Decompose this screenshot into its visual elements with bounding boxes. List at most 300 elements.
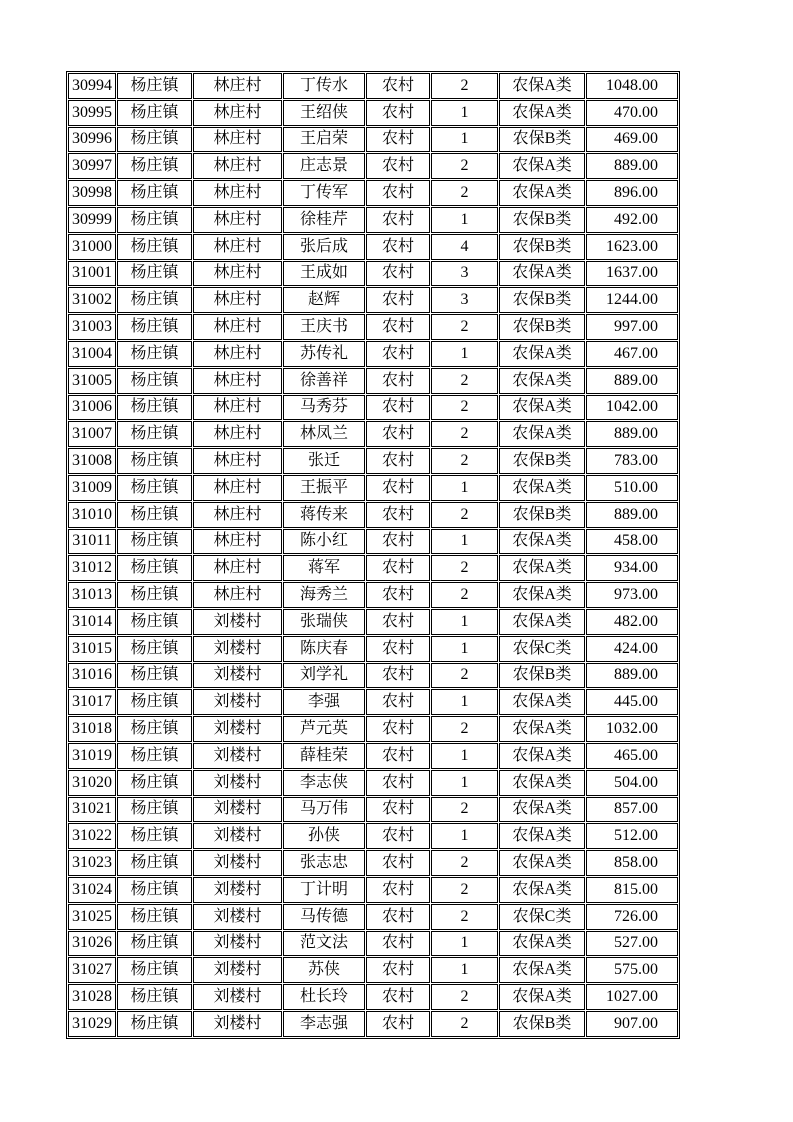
cell-residence-type: 农村 <box>366 127 430 153</box>
cell-town: 杨庄镇 <box>117 73 192 99</box>
cell-insurance-category: 农保A类 <box>499 716 585 742</box>
cell-village: 林庄村 <box>193 395 282 421</box>
cell-person-name: 马秀芬 <box>283 395 365 421</box>
table-row <box>68 153 678 179</box>
cell-insurance-category: 农保A类 <box>499 609 585 635</box>
cell-town: 杨庄镇 <box>117 234 192 260</box>
cell-residence-type: 农村 <box>366 287 430 313</box>
cell-residence-type: 农村 <box>366 904 430 930</box>
cell-residence-type: 农村 <box>366 582 430 608</box>
cell-insurance-category: 农保A类 <box>499 475 585 501</box>
cell-amount: 726.00 <box>586 904 678 930</box>
cell-insurance-category: 农保C类 <box>499 904 585 930</box>
cell-residence-type: 农村 <box>366 957 430 983</box>
insurance-roster-table <box>66 71 680 1039</box>
cell-insurance-category: 农保A类 <box>499 153 585 179</box>
cell-village: 刘楼村 <box>193 823 282 849</box>
cell-person-count: 4 <box>431 234 498 260</box>
cell-person-name: 林凤兰 <box>283 421 365 447</box>
cell-residence-type: 农村 <box>366 823 430 849</box>
cell-village: 刘楼村 <box>193 636 282 662</box>
cell-insurance-category: 农保B类 <box>499 448 585 474</box>
cell-town: 杨庄镇 <box>117 636 192 662</box>
cell-town: 杨庄镇 <box>117 609 192 635</box>
cell-village: 林庄村 <box>193 127 282 153</box>
cell-person-count: 1 <box>431 127 498 153</box>
cell-person-name: 王成如 <box>283 261 365 287</box>
cell-serial-number: 31012 <box>68 555 116 581</box>
cell-insurance-category: 农保A类 <box>499 850 585 876</box>
cell-town: 杨庄镇 <box>117 904 192 930</box>
cell-insurance-category: 农保A类 <box>499 877 585 903</box>
cell-serial-number: 31008 <box>68 448 116 474</box>
cell-town: 杨庄镇 <box>117 529 192 555</box>
cell-village: 刘楼村 <box>193 984 282 1010</box>
cell-person-name: 丁传水 <box>283 73 365 99</box>
cell-insurance-category: 农保A类 <box>499 73 585 99</box>
cell-person-name: 李志侠 <box>283 770 365 796</box>
cell-town: 杨庄镇 <box>117 100 192 126</box>
cell-amount: 857.00 <box>586 797 678 823</box>
cell-residence-type: 农村 <box>366 529 430 555</box>
cell-village: 刘楼村 <box>193 743 282 769</box>
cell-residence-type: 农村 <box>366 180 430 206</box>
table-row <box>68 582 678 608</box>
cell-village: 林庄村 <box>193 502 282 528</box>
cell-residence-type: 农村 <box>366 743 430 769</box>
cell-serial-number: 31026 <box>68 931 116 957</box>
cell-village: 林庄村 <box>193 529 282 555</box>
cell-amount: 1244.00 <box>586 287 678 313</box>
cell-residence-type: 农村 <box>366 689 430 715</box>
cell-serial-number: 31022 <box>68 823 116 849</box>
cell-serial-number: 31010 <box>68 502 116 528</box>
cell-insurance-category: 农保A类 <box>499 797 585 823</box>
cell-person-count: 1 <box>431 475 498 501</box>
cell-amount: 492.00 <box>586 207 678 233</box>
cell-village: 刘楼村 <box>193 957 282 983</box>
cell-person-name: 丁传军 <box>283 180 365 206</box>
cell-person-name: 王启荣 <box>283 127 365 153</box>
cell-person-count: 1 <box>431 529 498 555</box>
cell-residence-type: 农村 <box>366 770 430 796</box>
cell-person-count: 2 <box>431 448 498 474</box>
cell-insurance-category: 农保A类 <box>499 582 585 608</box>
cell-person-name: 杜长玲 <box>283 984 365 1010</box>
cell-person-count: 1 <box>431 957 498 983</box>
cell-person-count: 1 <box>431 743 498 769</box>
cell-person-name: 庄志景 <box>283 153 365 179</box>
table-row <box>68 448 678 474</box>
cell-residence-type: 农村 <box>366 421 430 447</box>
cell-town: 杨庄镇 <box>117 314 192 340</box>
cell-residence-type: 农村 <box>366 609 430 635</box>
cell-amount: 458.00 <box>586 529 678 555</box>
cell-village: 刘楼村 <box>193 797 282 823</box>
cell-residence-type: 农村 <box>366 931 430 957</box>
cell-serial-number: 31014 <box>68 609 116 635</box>
cell-person-name: 马万伟 <box>283 797 365 823</box>
cell-amount: 889.00 <box>586 663 678 689</box>
cell-serial-number: 31013 <box>68 582 116 608</box>
table-row <box>68 931 678 957</box>
cell-village: 刘楼村 <box>193 931 282 957</box>
table-row <box>68 663 678 689</box>
cell-amount: 1027.00 <box>586 984 678 1010</box>
cell-serial-number: 31016 <box>68 663 116 689</box>
cell-person-count: 2 <box>431 395 498 421</box>
table-row <box>68 207 678 233</box>
cell-insurance-category: 农保A类 <box>499 421 585 447</box>
cell-town: 杨庄镇 <box>117 502 192 528</box>
cell-insurance-category: 农保B类 <box>499 287 585 313</box>
cell-town: 杨庄镇 <box>117 957 192 983</box>
table-row <box>68 368 678 394</box>
table-row <box>68 502 678 528</box>
cell-insurance-category: 农保A类 <box>499 743 585 769</box>
cell-person-name: 赵辉 <box>283 287 365 313</box>
cell-residence-type: 农村 <box>366 636 430 662</box>
cell-serial-number: 31018 <box>68 716 116 742</box>
table-row <box>68 716 678 742</box>
cell-town: 杨庄镇 <box>117 823 192 849</box>
cell-person-count: 1 <box>431 207 498 233</box>
cell-insurance-category: 农保A类 <box>499 529 585 555</box>
cell-town: 杨庄镇 <box>117 689 192 715</box>
cell-residence-type: 农村 <box>366 100 430 126</box>
cell-person-count: 2 <box>431 73 498 99</box>
cell-person-name: 苏侠 <box>283 957 365 983</box>
cell-person-name: 张迁 <box>283 448 365 474</box>
table-row <box>68 850 678 876</box>
cell-residence-type: 农村 <box>366 368 430 394</box>
cell-insurance-category: 农保A类 <box>499 689 585 715</box>
cell-insurance-category: 农保A类 <box>499 261 585 287</box>
table-row <box>68 73 678 99</box>
cell-town: 杨庄镇 <box>117 475 192 501</box>
cell-person-name: 张瑞侠 <box>283 609 365 635</box>
cell-person-name: 陈小红 <box>283 529 365 555</box>
cell-town: 杨庄镇 <box>117 180 192 206</box>
cell-residence-type: 农村 <box>366 850 430 876</box>
cell-person-name: 刘学礼 <box>283 663 365 689</box>
cell-town: 杨庄镇 <box>117 341 192 367</box>
cell-insurance-category: 农保B类 <box>499 207 585 233</box>
cell-amount: 510.00 <box>586 475 678 501</box>
cell-village: 刘楼村 <box>193 1011 282 1037</box>
cell-town: 杨庄镇 <box>117 153 192 179</box>
cell-town: 杨庄镇 <box>117 207 192 233</box>
table-row <box>68 475 678 501</box>
cell-village: 林庄村 <box>193 100 282 126</box>
cell-serial-number: 31001 <box>68 261 116 287</box>
cell-serial-number: 31003 <box>68 314 116 340</box>
cell-person-count: 2 <box>431 1011 498 1037</box>
table-row <box>68 797 678 823</box>
cell-person-count: 2 <box>431 555 498 581</box>
cell-amount: 482.00 <box>586 609 678 635</box>
cell-town: 杨庄镇 <box>117 368 192 394</box>
cell-amount: 934.00 <box>586 555 678 581</box>
cell-person-name: 徐善祥 <box>283 368 365 394</box>
cell-person-name: 孙侠 <box>283 823 365 849</box>
cell-town: 杨庄镇 <box>117 984 192 1010</box>
cell-amount: 889.00 <box>586 368 678 394</box>
cell-person-count: 2 <box>431 904 498 930</box>
cell-person-name: 芦元英 <box>283 716 365 742</box>
cell-serial-number: 30997 <box>68 153 116 179</box>
cell-serial-number: 31000 <box>68 234 116 260</box>
cell-town: 杨庄镇 <box>117 770 192 796</box>
cell-person-name: 张志忠 <box>283 850 365 876</box>
cell-person-name: 徐桂芹 <box>283 207 365 233</box>
cell-town: 杨庄镇 <box>117 287 192 313</box>
cell-village: 刘楼村 <box>193 663 282 689</box>
cell-amount: 1623.00 <box>586 234 678 260</box>
cell-insurance-category: 农保A类 <box>499 931 585 957</box>
cell-residence-type: 农村 <box>366 797 430 823</box>
cell-person-count: 3 <box>431 261 498 287</box>
cell-village: 刘楼村 <box>193 770 282 796</box>
cell-insurance-category: 农保A类 <box>499 770 585 796</box>
cell-residence-type: 农村 <box>366 663 430 689</box>
cell-amount: 504.00 <box>586 770 678 796</box>
cell-village: 林庄村 <box>193 153 282 179</box>
cell-town: 杨庄镇 <box>117 395 192 421</box>
cell-person-name: 马传德 <box>283 904 365 930</box>
cell-person-name: 王振平 <box>283 475 365 501</box>
cell-person-count: 1 <box>431 689 498 715</box>
cell-person-name: 李志强 <box>283 1011 365 1037</box>
cell-serial-number: 30996 <box>68 127 116 153</box>
table-row <box>68 180 678 206</box>
cell-person-name: 海秀兰 <box>283 582 365 608</box>
cell-residence-type: 农村 <box>366 73 430 99</box>
cell-town: 杨庄镇 <box>117 421 192 447</box>
cell-amount: 1042.00 <box>586 395 678 421</box>
cell-town: 杨庄镇 <box>117 261 192 287</box>
cell-serial-number: 31029 <box>68 1011 116 1037</box>
cell-village: 林庄村 <box>193 341 282 367</box>
table-row <box>68 957 678 983</box>
cell-town: 杨庄镇 <box>117 555 192 581</box>
cell-town: 杨庄镇 <box>117 931 192 957</box>
cell-person-count: 2 <box>431 984 498 1010</box>
cell-amount: 889.00 <box>586 421 678 447</box>
cell-person-count: 2 <box>431 180 498 206</box>
cell-residence-type: 农村 <box>366 877 430 903</box>
cell-person-count: 2 <box>431 877 498 903</box>
table-body <box>68 73 678 1037</box>
cell-village: 林庄村 <box>193 234 282 260</box>
cell-serial-number: 31009 <box>68 475 116 501</box>
cell-amount: 783.00 <box>586 448 678 474</box>
cell-insurance-category: 农保A类 <box>499 984 585 1010</box>
cell-insurance-category: 农保A类 <box>499 100 585 126</box>
cell-insurance-category: 农保B类 <box>499 127 585 153</box>
cell-insurance-category: 农保A类 <box>499 180 585 206</box>
cell-village: 林庄村 <box>193 368 282 394</box>
cell-serial-number: 31019 <box>68 743 116 769</box>
cell-amount: 527.00 <box>586 931 678 957</box>
table-row <box>68 100 678 126</box>
cell-village: 刘楼村 <box>193 716 282 742</box>
cell-person-count: 1 <box>431 100 498 126</box>
cell-town: 杨庄镇 <box>117 127 192 153</box>
cell-insurance-category: 农保B类 <box>499 1011 585 1037</box>
table-row <box>68 636 678 662</box>
table-row <box>68 877 678 903</box>
cell-person-name: 蒋军 <box>283 555 365 581</box>
cell-serial-number: 31011 <box>68 529 116 555</box>
cell-person-count: 1 <box>431 341 498 367</box>
cell-person-name: 苏传礼 <box>283 341 365 367</box>
cell-serial-number: 30994 <box>68 73 116 99</box>
cell-person-count: 1 <box>431 931 498 957</box>
cell-insurance-category: 农保A类 <box>499 395 585 421</box>
cell-serial-number: 30998 <box>68 180 116 206</box>
cell-village: 刘楼村 <box>193 904 282 930</box>
cell-amount: 997.00 <box>586 314 678 340</box>
cell-town: 杨庄镇 <box>117 877 192 903</box>
cell-person-name: 张后成 <box>283 234 365 260</box>
cell-person-count: 2 <box>431 314 498 340</box>
cell-amount: 889.00 <box>586 502 678 528</box>
cell-village: 林庄村 <box>193 475 282 501</box>
cell-residence-type: 农村 <box>366 234 430 260</box>
cell-serial-number: 31004 <box>68 341 116 367</box>
cell-village: 刘楼村 <box>193 877 282 903</box>
cell-village: 林庄村 <box>193 207 282 233</box>
cell-amount: 1048.00 <box>586 73 678 99</box>
cell-amount: 815.00 <box>586 877 678 903</box>
cell-town: 杨庄镇 <box>117 850 192 876</box>
cell-village: 林庄村 <box>193 261 282 287</box>
table-row <box>68 689 678 715</box>
cell-amount: 465.00 <box>586 743 678 769</box>
cell-serial-number: 31028 <box>68 984 116 1010</box>
cell-residence-type: 农村 <box>366 555 430 581</box>
cell-serial-number: 31007 <box>68 421 116 447</box>
cell-town: 杨庄镇 <box>117 663 192 689</box>
cell-person-name: 李强 <box>283 689 365 715</box>
cell-amount: 889.00 <box>586 153 678 179</box>
cell-insurance-category: 农保B类 <box>499 663 585 689</box>
cell-serial-number: 31027 <box>68 957 116 983</box>
table-row <box>68 823 678 849</box>
cell-town: 杨庄镇 <box>117 582 192 608</box>
cell-village: 林庄村 <box>193 421 282 447</box>
cell-town: 杨庄镇 <box>117 716 192 742</box>
cell-insurance-category: 农保A类 <box>499 823 585 849</box>
table-row <box>68 234 678 260</box>
cell-residence-type: 农村 <box>366 1011 430 1037</box>
cell-person-count: 2 <box>431 850 498 876</box>
table-row <box>68 421 678 447</box>
cell-amount: 1637.00 <box>586 261 678 287</box>
cell-serial-number: 31025 <box>68 904 116 930</box>
cell-residence-type: 农村 <box>366 261 430 287</box>
cell-person-name: 薛桂荣 <box>283 743 365 769</box>
cell-amount: 896.00 <box>586 180 678 206</box>
cell-amount: 973.00 <box>586 582 678 608</box>
cell-village: 林庄村 <box>193 287 282 313</box>
cell-person-name: 丁计明 <box>283 877 365 903</box>
cell-person-count: 2 <box>431 716 498 742</box>
cell-amount: 469.00 <box>586 127 678 153</box>
cell-person-count: 1 <box>431 636 498 662</box>
cell-person-name: 蒋传来 <box>283 502 365 528</box>
table-row <box>68 984 678 1010</box>
cell-insurance-category: 农保A类 <box>499 368 585 394</box>
table-row <box>68 743 678 769</box>
cell-person-name: 王庆书 <box>283 314 365 340</box>
cell-amount: 445.00 <box>586 689 678 715</box>
table-row <box>68 287 678 313</box>
cell-insurance-category: 农保C类 <box>499 636 585 662</box>
cell-residence-type: 农村 <box>366 448 430 474</box>
cell-person-name: 范文法 <box>283 931 365 957</box>
table-row <box>68 395 678 421</box>
cell-village: 刘楼村 <box>193 850 282 876</box>
cell-insurance-category: 农保B类 <box>499 502 585 528</box>
cell-village: 刘楼村 <box>193 609 282 635</box>
cell-residence-type: 农村 <box>366 475 430 501</box>
cell-amount: 470.00 <box>586 100 678 126</box>
cell-amount: 575.00 <box>586 957 678 983</box>
cell-village: 林庄村 <box>193 582 282 608</box>
cell-village: 林庄村 <box>193 555 282 581</box>
table-row <box>68 1011 678 1037</box>
cell-serial-number: 31024 <box>68 877 116 903</box>
cell-village: 林庄村 <box>193 448 282 474</box>
cell-person-count: 2 <box>431 582 498 608</box>
table-row <box>68 904 678 930</box>
cell-serial-number: 31005 <box>68 368 116 394</box>
cell-person-count: 2 <box>431 663 498 689</box>
cell-amount: 512.00 <box>586 823 678 849</box>
table-row <box>68 609 678 635</box>
table-row <box>68 555 678 581</box>
cell-town: 杨庄镇 <box>117 743 192 769</box>
table-row <box>68 314 678 340</box>
cell-person-count: 2 <box>431 797 498 823</box>
cell-insurance-category: 农保A类 <box>499 957 585 983</box>
cell-insurance-category: 农保B类 <box>499 234 585 260</box>
cell-person-count: 1 <box>431 823 498 849</box>
cell-serial-number: 31006 <box>68 395 116 421</box>
cell-insurance-category: 农保A类 <box>499 341 585 367</box>
cell-person-name: 王绍侠 <box>283 100 365 126</box>
cell-person-count: 1 <box>431 609 498 635</box>
cell-insurance-category: 农保A类 <box>499 555 585 581</box>
cell-serial-number: 31020 <box>68 770 116 796</box>
cell-insurance-category: 农保B类 <box>499 314 585 340</box>
cell-amount: 424.00 <box>586 636 678 662</box>
cell-serial-number: 31021 <box>68 797 116 823</box>
cell-residence-type: 农村 <box>366 153 430 179</box>
cell-residence-type: 农村 <box>366 207 430 233</box>
cell-town: 杨庄镇 <box>117 1011 192 1037</box>
cell-residence-type: 农村 <box>366 314 430 340</box>
table-row <box>68 341 678 367</box>
cell-person-name: 陈庆春 <box>283 636 365 662</box>
cell-person-count: 1 <box>431 770 498 796</box>
cell-amount: 907.00 <box>586 1011 678 1037</box>
cell-amount: 858.00 <box>586 850 678 876</box>
cell-person-count: 2 <box>431 502 498 528</box>
cell-village: 刘楼村 <box>193 689 282 715</box>
